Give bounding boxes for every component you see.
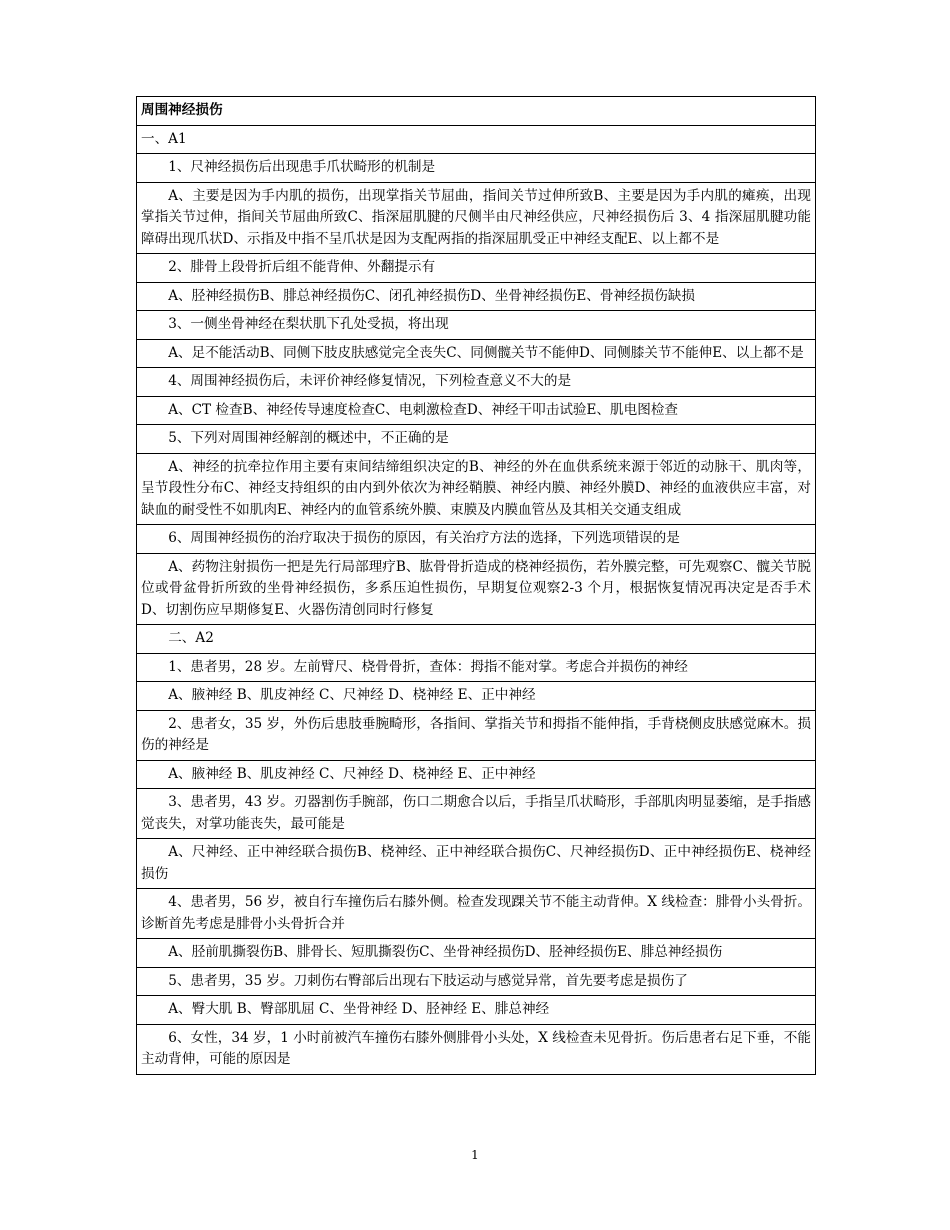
answer-row: A、腋神经 B、肌皮神经 C、尺神经 D、桡神经 E、正中神经: [137, 682, 816, 711]
section-heading: 二、A2: [137, 625, 816, 654]
question-table: [136, 96, 816, 1075]
question-row: 3、一侧坐骨神经在梨状肌下孔处受损，将出现: [137, 311, 816, 340]
question-row: 1、尺神经损伤后出现患手爪状畸形的机制是: [137, 154, 816, 183]
answer-row: A、CT 检查B、神经传导速度检查C、电刺激检查D、神经干叩击试验E、肌电图检查: [137, 396, 816, 425]
question-row: 6、女性，34 岁，1 小时前被汽车撞伤右膝外侧腓骨小头处，X 线检查未见骨折。伤后患者右足下垂，不能主动背伸，可能的原因是: [137, 1024, 816, 1074]
question-row: 6、周围神经损伤的治疗取决于损伤的原因，有关治疗方法的选择，下列选项错误的是: [137, 525, 816, 554]
question-row: 3、患者男，43 岁。刃器割伤手腕部，伤口二期愈合以后，手指呈爪状畸形，手部肌肉明显萎缩，是手指感觉丧失，对掌功能丧失，最可能是: [137, 789, 816, 839]
answer-row: A、臀大肌 B、臀部肌屈 C、坐骨神经 D、胫神经 E、腓总神经: [137, 996, 816, 1025]
document-title: 周围神经损伤: [137, 97, 816, 126]
question-row: 5、下列对周围神经解剖的概述中，不正确的是: [137, 425, 816, 454]
question-row: 4、患者男，56 岁，被自行车撞伤后右膝外侧。检查发现踝关节不能主动背伸。X 线检查：腓骨小头骨折。诊断首先考虑是腓骨小头骨折合并: [137, 889, 816, 939]
answer-row: A、胫神经损伤B、腓总神经损伤C、闭孔神经损伤D、坐骨神经损伤E、骨神经损伤缺损: [137, 282, 816, 311]
answer-row: A、胫前肌撕裂伤B、腓骨长、短肌撕裂伤C、坐骨神经损伤D、胫神经损伤E、腓总神经损伤: [137, 939, 816, 968]
question-row: 4、周围神经损伤后，未评价神经修复情况，下列检查意义不大的是: [137, 368, 816, 397]
document-page: [136, 96, 816, 1075]
answer-row: A、腋神经 B、肌皮神经 C、尺神经 D、桡神经 E、正中神经: [137, 760, 816, 789]
answer-row: A、足不能活动B、同侧下肢皮肤感觉完全丧失C、同侧髋关节不能伸D、同侧膝关节不能伸E、以上都不是: [137, 339, 816, 368]
answer-row: A、尺神经、正中神经联合损伤B、桡神经、正中神经联合损伤C、尺神经损伤D、正中神经损伤E、桡神经损伤: [137, 839, 816, 889]
question-row: 1、患者男，28 岁。左前臂尺、桡骨骨折，查体：拇指不能对掌。考虑合并损伤的神经: [137, 653, 816, 682]
question-row: 2、腓骨上段骨折后组不能背伸、外翻提示有: [137, 254, 816, 283]
answer-row: A、药物注射损伤一把是先行局部理疗B、肱骨骨折造成的桡神经损伤，若外膜完整，可先观察C、髋关节脱位或骨盆骨折所致的坐骨神经损伤，多系压迫性损伤，早期复位观察2-3 个月，根据恢复情况再决定是否手术D、切割伤应早期修复E、火器伤清创同时行修复: [137, 553, 816, 625]
answer-row: A、神经的抗牵拉作用主要有束间结缔组织决定的B、神经的外在血供系统来源于邻近的动脉干、肌肉等，呈节段性分布C、神经支持组织的由内到外依次为神经鞘膜、神经内膜、神经外膜D、神经的血液供应丰富，对缺血的耐受性不如肌肉E、神经内的血管系统外膜、束膜及内膜血管丛及其相关交通支组成: [137, 453, 816, 525]
section-heading: 一、A1: [137, 125, 816, 154]
question-row: 5、患者男，35 岁。刀刺伤右臀部后出现右下肢运动与感觉异常，首先要考虑是损伤了: [137, 967, 816, 996]
answer-row: A、主要是因为手内肌的损伤，出现掌指关节屈曲，指间关节过伸所致B、主要是因为手内肌的瘫痪，出现掌指关节过伸，指间关节屈曲所致C、指深屈肌腱的尺侧半由尺神经供应，尺神经损伤后 3、4 指深屈肌腱功能障碍出现爪状D、示指及中指不呈爪状是因为支配两指的指深屈肌受正中神经支配E、以上都不是: [137, 182, 816, 254]
question-row: 2、患者女，35 岁，外伤后患肢垂腕畸形，各指间、掌指关节和拇指不能伸指，手背桡侧皮肤感觉麻木。损伤的神经是: [137, 710, 816, 760]
page-number: 1: [471, 1148, 479, 1162]
